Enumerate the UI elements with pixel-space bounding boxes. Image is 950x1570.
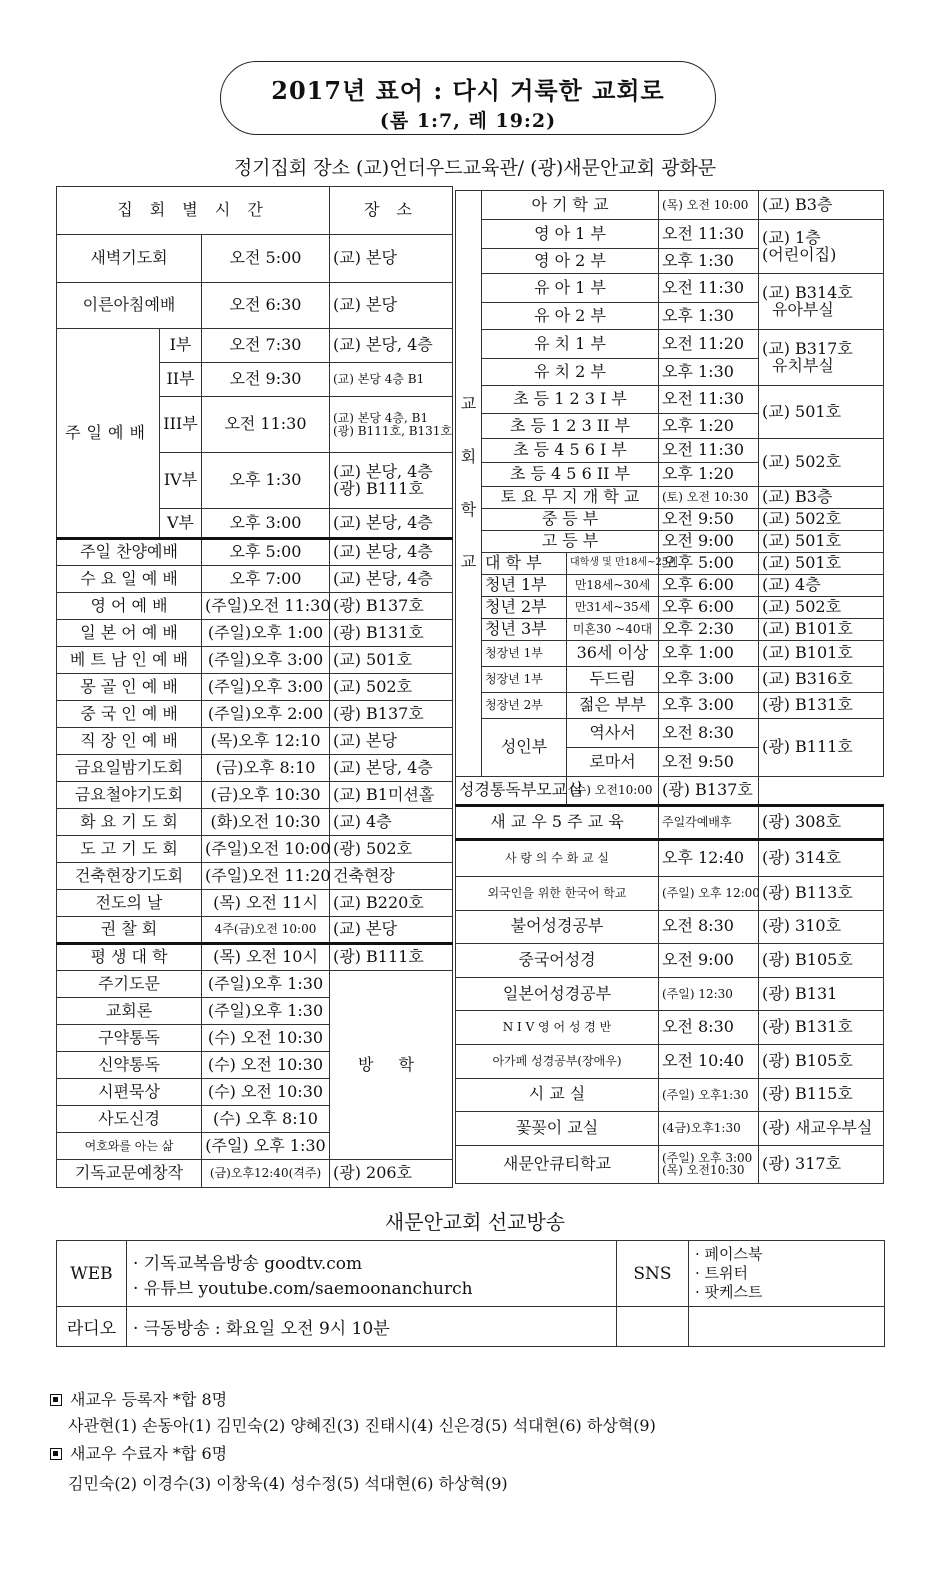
program-place: (교) B314호 유아부실 <box>759 274 884 330</box>
program-name: 청장년 1부 <box>482 641 567 667</box>
sunday-place: (교) 본당, 4층 (광) B111호 <box>330 453 453 509</box>
program-time: 오전 11:30 <box>659 274 759 303</box>
web-links <box>127 1241 617 1307</box>
program-name: 유 아 1 부 <box>482 274 659 303</box>
program-time: 오후 3:00 <box>659 693 759 719</box>
course-place: 방 학 <box>330 971 453 1160</box>
program-place: (교) 501호 <box>759 386 884 439</box>
program-time: 오전 11:30 <box>659 439 759 463</box>
sns-list <box>689 1241 885 1307</box>
program-name: 초 등 4 5 6 II 부 <box>482 463 659 487</box>
web-link-goodtv[interactable]: · 기독교복음방송 goodtv.com <box>133 1253 363 1274</box>
event-time: (목)오후 12:10 <box>202 728 330 755</box>
program-place: (광) B105호 <box>759 944 884 978</box>
table-row <box>456 693 884 719</box>
program-name: 불어성경공부 <box>456 910 659 944</box>
sunday-time: 오후 1:30 <box>202 453 330 509</box>
event-name: 화 요 기 도 회 <box>57 809 202 836</box>
sunday-part: II부 <box>160 363 202 397</box>
event-time: 오전 6:30 <box>202 283 330 329</box>
table-row <box>57 755 453 782</box>
event-place: (교) 본당, 4층 <box>330 539 453 566</box>
table-row <box>456 877 884 911</box>
sunday-time: 오전 11:30 <box>202 397 330 453</box>
program-name: 영 아 2 부 <box>482 249 659 274</box>
program-time: 오전 9:50 <box>659 509 759 531</box>
event-time: (주일)오후 1:00 <box>202 620 330 647</box>
course-name: 신약통독 <box>57 1052 202 1079</box>
meeting-place-subtitle: 정기집회 장소 (교)언더우드교육관/ (광)새문안교회 광화문 <box>233 157 717 179</box>
sunday-place: (교) 본당 4층, B1 (광) B111호, B131호 <box>330 397 453 453</box>
program-name: 사 랑 의 수 화 교 실 <box>456 840 659 877</box>
program-time: 오후 1:30 <box>659 249 759 274</box>
program-name: 청장년 2부 <box>482 693 567 719</box>
program-place: (교) B317호 유치부실 <box>759 330 884 386</box>
sunday-part: I부 <box>160 329 202 363</box>
table-row <box>456 1145 884 1183</box>
program-place: (광) B105호 <box>759 1044 884 1078</box>
program-time: 오전 11:20 <box>659 330 759 359</box>
course-time: (주일)오후 1:30 <box>202 971 330 998</box>
completion-title: 새교우 수료자 *합 6명 <box>70 1444 228 1463</box>
program-place: (광) 새교우부실 <box>759 1112 884 1146</box>
program-time: (주일) 오후 12:00 <box>659 877 759 911</box>
table-row <box>456 944 884 978</box>
program-place: (교) B316호 <box>759 667 884 693</box>
event-name: 도 고 기 도 회 <box>57 836 202 863</box>
program-place: (교) 502호 <box>759 597 884 619</box>
course-name: 교회론 <box>57 998 202 1025</box>
table-row <box>57 701 453 728</box>
event-name: 영 어 예 배 <box>57 593 202 620</box>
table-row <box>57 1160 453 1188</box>
table-row <box>456 1112 884 1146</box>
event-time: (주일)오후 3:00 <box>202 674 330 701</box>
table-row <box>456 1011 884 1045</box>
event-name: 직 장 인 예 배 <box>57 728 202 755</box>
program-name: 중국어성경 <box>456 944 659 978</box>
program-place: (광) B115호 <box>759 1078 884 1112</box>
program-time: 오전 10:40 <box>659 1044 759 1078</box>
university-name: 평 생 대 학 <box>57 944 202 971</box>
course-name: 주기도문 <box>57 971 202 998</box>
event-place: (교) 본당, 4층 <box>330 755 453 782</box>
meeting-schedule-table <box>56 186 453 1188</box>
event-place: (광) B137호 <box>330 593 453 620</box>
course-time: (수) 오전 10:30 <box>202 1025 330 1052</box>
program-time: 오후 6:00 <box>659 597 759 619</box>
event-place: (광) B137호 <box>330 701 453 728</box>
table-row <box>57 863 453 890</box>
program-place: (광) B113호 <box>759 877 884 911</box>
broadcast-title: 새문안교회 선교방송 <box>384 1210 566 1234</box>
bullet-square-icon <box>50 1394 62 1406</box>
program-name: 청년 2부 <box>482 597 567 619</box>
course-time: (수) 오전 10:30 <box>202 1052 330 1079</box>
table-row <box>456 191 884 220</box>
program-time: 오후 12:40 <box>659 840 759 877</box>
program-place: (교) 502호 <box>759 439 884 487</box>
table-row <box>57 566 453 593</box>
table-row <box>57 728 453 755</box>
event-place: (광) B131호 <box>330 620 453 647</box>
program-name: 중 등 부 <box>482 509 659 531</box>
event-time: 오전 5:00 <box>202 235 330 283</box>
bullet-square-icon <box>50 1448 62 1460</box>
program-time: 오후 3:00 <box>659 667 759 693</box>
event-time: (주일)오후 3:00 <box>202 647 330 674</box>
program-place: (교) 501호 <box>759 553 884 575</box>
sunday-time: 오전 7:30 <box>202 329 330 363</box>
program-age: 두드림 <box>567 667 659 693</box>
table-row <box>456 719 884 748</box>
table-row <box>57 809 453 836</box>
sunday-worship-label: 주일예배 <box>57 329 160 539</box>
header-time: 집 회 별 시 간 <box>57 187 330 235</box>
program-time: (수) 오전10:00 <box>567 777 659 806</box>
program-place: (광) 308호 <box>759 806 884 840</box>
program-name: 새문안큐티학교 <box>456 1145 659 1183</box>
program-place: (교) B101호 <box>759 641 884 667</box>
program-place: (광) 317호 <box>759 1145 884 1183</box>
sunday-time: 오후 3:00 <box>202 509 330 539</box>
program-time: 오전 8:30 <box>659 719 759 748</box>
course-time: (주일) 오후 1:30 <box>202 1133 330 1160</box>
event-time: (주일)오전 11:30 <box>202 593 330 620</box>
program-name: 초 등 1 2 3 I 부 <box>482 386 659 414</box>
program-sub: 로마서 <box>567 748 659 777</box>
program-age: 미혼30 ~40대 <box>567 619 659 641</box>
table-row <box>456 330 884 359</box>
sunday-part: IV부 <box>160 453 202 509</box>
event-name: 중 국 인 예 배 <box>57 701 202 728</box>
event-time: 오후 7:00 <box>202 566 330 593</box>
program-name: 청장년 1부 <box>482 667 567 693</box>
event-place: (광) 502호 <box>330 836 453 863</box>
program-time: 오전 9:00 <box>659 944 759 978</box>
event-place: 건축현장 <box>330 863 453 890</box>
table-row <box>456 910 884 944</box>
program-age: 젊은 부부 <box>567 693 659 719</box>
course-name: 사도신경 <box>57 1106 202 1133</box>
radio-label: 라디오 <box>57 1307 127 1347</box>
event-name: 건축현장기도회 <box>57 863 202 890</box>
program-name: 새 교 우 5 주 교 육 <box>456 806 659 840</box>
program-time: 주일각예배후 <box>659 806 759 840</box>
sunday-place: (교) 본당, 4층 <box>330 509 453 539</box>
program-name: 유 아 2 부 <box>482 303 659 330</box>
program-place: (교) 4층 <box>759 575 884 597</box>
program-time: 오전 9:00 <box>659 531 759 553</box>
table-row <box>456 597 884 619</box>
event-time: (금)오후 10:30 <box>202 782 330 809</box>
registration-names: 사관현(1) 손동아(1) 김민숙(2) 양혜진(3) 진태시(4) 신은경(5) 석대현(6) 하상혁(9) <box>68 1416 656 1435</box>
sunday-time: 오전 9:30 <box>202 363 330 397</box>
header-place: 장 소 <box>330 187 453 235</box>
event-time: 오후 5:00 <box>202 539 330 566</box>
program-time: 오전 8:30 <box>659 910 759 944</box>
table-row <box>456 667 884 693</box>
program-place: (광) B131 <box>759 977 884 1011</box>
program-time: 오전 8:30 <box>659 1011 759 1045</box>
program-name: 고 등 부 <box>482 531 659 553</box>
event-time: 4주(금)오전 10:00 <box>202 917 330 944</box>
program-time: (4금)오후1:30 <box>659 1112 759 1146</box>
table-row <box>57 539 453 566</box>
program-age: 만31세~35세 <box>567 597 659 619</box>
sns-podcast[interactable]: · 팟케스트 <box>695 1283 763 1301</box>
program-name: 꽃꽂이 교실 <box>456 1112 659 1146</box>
university-time: (목) 오전 10시 <box>202 944 330 971</box>
table-row <box>57 944 453 971</box>
program-time: 오전 9:50 <box>659 748 759 777</box>
program-name: 초 등 4 5 6 I 부 <box>482 439 659 463</box>
motto-verse: (롬 1:7, 레 19:2) <box>379 110 557 132</box>
church-school-table <box>455 190 884 1184</box>
program-place: (광) B111호 <box>759 719 884 777</box>
event-place: (교) 501호 <box>330 647 453 674</box>
program-time: 오후 1:30 <box>659 303 759 330</box>
sunday-place: (교) 본당 4층 B1 <box>330 363 453 397</box>
event-name: 새벽기도회 <box>57 235 202 283</box>
registration-title: 새교우 등록자 *합 8명 <box>70 1390 228 1409</box>
course-time: (수) 오전 10:30 <box>202 1079 330 1106</box>
program-time: 오전 11:30 <box>659 220 759 249</box>
web-label: WEB <box>57 1241 127 1307</box>
table-row <box>57 620 453 647</box>
church-school-label: 교 회 학 교 <box>456 191 482 777</box>
program-name: 대 학 부 <box>482 553 567 575</box>
event-name: 일 본 어 예 배 <box>57 620 202 647</box>
table-row <box>456 1078 884 1112</box>
program-place: (광) 314호 <box>759 840 884 877</box>
event-place: (교) 본당 <box>330 917 453 944</box>
event-time: (주일)오전 11:20 <box>202 863 330 890</box>
university-place: (광) B111호 <box>330 944 453 971</box>
sunday-place: (교) 본당, 4층 <box>330 329 453 363</box>
program-place: (광) B131호 <box>759 693 884 719</box>
event-place: (교) 본당 <box>330 728 453 755</box>
event-time: (금)오후 8:10 <box>202 755 330 782</box>
program-name: 초 등 1 2 3 II 부 <box>482 414 659 439</box>
program-place: (광) B131호 <box>759 1011 884 1045</box>
event-name: 금요일밤기도회 <box>57 755 202 782</box>
event-place: (교) 본당 <box>330 235 453 283</box>
table-row <box>456 806 884 840</box>
empty-cell <box>617 1307 689 1347</box>
course-time: (수) 오후 8:10 <box>202 1106 330 1133</box>
event-name: 몽 골 인 예 배 <box>57 674 202 701</box>
table-row <box>456 439 884 463</box>
table-row <box>57 971 453 998</box>
event-place: (교) B220호 <box>330 890 453 917</box>
program-place: (광) B137호 <box>659 777 759 806</box>
program-time: 오후 1:00 <box>659 641 759 667</box>
table-row <box>456 274 884 303</box>
program-name: 토 요 무 지 개 학 교 <box>482 487 659 509</box>
event-name: 주일 찬양예배 <box>57 539 202 566</box>
table-row <box>456 619 884 641</box>
program-place: (교) B3층 <box>759 191 884 220</box>
program-time: (토) 오전 10:30 <box>659 487 759 509</box>
program-time: 오후 1:20 <box>659 463 759 487</box>
program-time: (주일) 오후 3:00 (목) 오전10:30 <box>659 1145 759 1183</box>
table-row <box>57 235 453 283</box>
program-age: 만18세~30세 <box>567 575 659 597</box>
event-time: (화)오전 10:30 <box>202 809 330 836</box>
program-name: 청년 3부 <box>482 619 567 641</box>
table-row <box>57 917 453 944</box>
table-row <box>456 840 884 877</box>
table-row <box>456 220 884 249</box>
program-time: 오후 1:20 <box>659 414 759 439</box>
table-row <box>57 890 453 917</box>
program-time: (주일) 12:30 <box>659 977 759 1011</box>
table-row <box>456 531 884 553</box>
program-place: (교) 502호 <box>759 509 884 531</box>
event-name: 기독교문예창작 <box>57 1160 202 1188</box>
web-link-youtube[interactable]: · 유튜브 youtube.com/saemoonanchurch <box>133 1278 473 1299</box>
program-name: 시 교 실 <box>456 1078 659 1112</box>
motto-title: 2017년 표어 : 다시 거룩한 교회로 <box>271 76 665 105</box>
program-name: 성인부 <box>482 719 567 777</box>
table-row <box>456 641 884 667</box>
sns-label: SNS <box>617 1241 689 1307</box>
program-age: 36세 이상 <box>567 641 659 667</box>
program-name: 유 치 2 부 <box>482 359 659 386</box>
motto-banner <box>220 61 716 135</box>
table-row <box>57 283 453 329</box>
program-time: 오전 11:30 <box>659 386 759 414</box>
newcomer-notes <box>50 1388 656 1496</box>
table-row <box>456 1044 884 1078</box>
table-row <box>57 593 453 620</box>
table-row <box>456 777 884 806</box>
course-name: 시편묵상 <box>57 1079 202 1106</box>
program-place: (교) 1층 (어린이집) <box>759 220 884 274</box>
event-name: 이른아침예배 <box>57 283 202 329</box>
program-place: (광) 310호 <box>759 910 884 944</box>
program-name: 일본어성경공부 <box>456 977 659 1011</box>
event-name: 수 요 일 예 배 <box>57 566 202 593</box>
sns-twitter[interactable]: · 트위터 <box>695 1264 749 1282</box>
program-time: 오후 2:30 <box>659 619 759 641</box>
event-place: (교) B1미션홀 <box>330 782 453 809</box>
program-time: 오후 1:30 <box>659 359 759 386</box>
program-time: 오후 6:00 <box>659 575 759 597</box>
program-time: (목) 오전 10:00 <box>659 191 759 220</box>
program-name: 영 아 1 부 <box>482 220 659 249</box>
event-time: (금)오후12:40(격주) <box>202 1160 330 1188</box>
table-row <box>57 782 453 809</box>
table-row <box>57 836 453 863</box>
program-place: (교) 501호 <box>759 531 884 553</box>
event-name: 전도의 날 <box>57 890 202 917</box>
event-time: (주일)오후 2:00 <box>202 701 330 728</box>
program-name: 아 기 학 교 <box>482 191 659 220</box>
program-time: (주일) 오후1:30 <box>659 1078 759 1112</box>
event-time: (목) 오전 11시 <box>202 890 330 917</box>
table-row <box>456 509 884 531</box>
completion-names: 김민숙(2) 이경수(3) 이창욱(4) 성수정(5) 석대현(6) 하상혁(9) <box>68 1474 508 1493</box>
table-row <box>456 487 884 509</box>
table-row <box>57 647 453 674</box>
event-name: 권 찰 회 <box>57 917 202 944</box>
program-place: (교) B101호 <box>759 619 884 641</box>
program-place: (교) B3층 <box>759 487 884 509</box>
event-place: (교) 본당, 4층 <box>330 566 453 593</box>
table-row <box>57 329 453 363</box>
program-name: 외국인을 위한 한국어 학교 <box>456 877 659 911</box>
program-age: 대학생 및 만18세~25세 <box>567 553 659 575</box>
table-row <box>456 977 884 1011</box>
table-row <box>456 575 884 597</box>
course-name: 여호와를 아는 삶 <box>57 1133 202 1160</box>
event-name: 베 트 남 인 예 배 <box>57 647 202 674</box>
event-place: (교) 4층 <box>330 809 453 836</box>
broadcast-table <box>56 1240 885 1347</box>
table-row <box>456 386 884 414</box>
course-name: 구약통독 <box>57 1025 202 1052</box>
program-name: 유 치 1 부 <box>482 330 659 359</box>
sunday-part: V부 <box>160 509 202 539</box>
event-name: 금요철야기도회 <box>57 782 202 809</box>
event-place: (광) 206호 <box>330 1160 453 1188</box>
program-name: 아가페 성경공부(장애우) <box>456 1044 659 1078</box>
sns-facebook[interactable]: · 페이스북 <box>695 1245 763 1263</box>
course-time: (주일)오후 1:30 <box>202 998 330 1025</box>
program-name: N I V 영 어 성 경 반 <box>456 1011 659 1045</box>
program-name: 청년 1부 <box>482 575 567 597</box>
program-name: 성경통독부모교실 <box>456 777 567 806</box>
sunday-part: III부 <box>160 397 202 453</box>
event-place: (교) 502호 <box>330 674 453 701</box>
radio-info: · 극동방송 : 화요일 오전 9시 10분 <box>127 1307 617 1347</box>
empty-cell <box>689 1307 885 1347</box>
program-sub: 역사서 <box>567 719 659 748</box>
event-time: (주일)오전 10:00 <box>202 836 330 863</box>
table-row <box>456 553 884 575</box>
event-place: (교) 본당 <box>330 283 453 329</box>
table-row <box>57 674 453 701</box>
program-time: 오후 5:00 <box>659 553 759 575</box>
